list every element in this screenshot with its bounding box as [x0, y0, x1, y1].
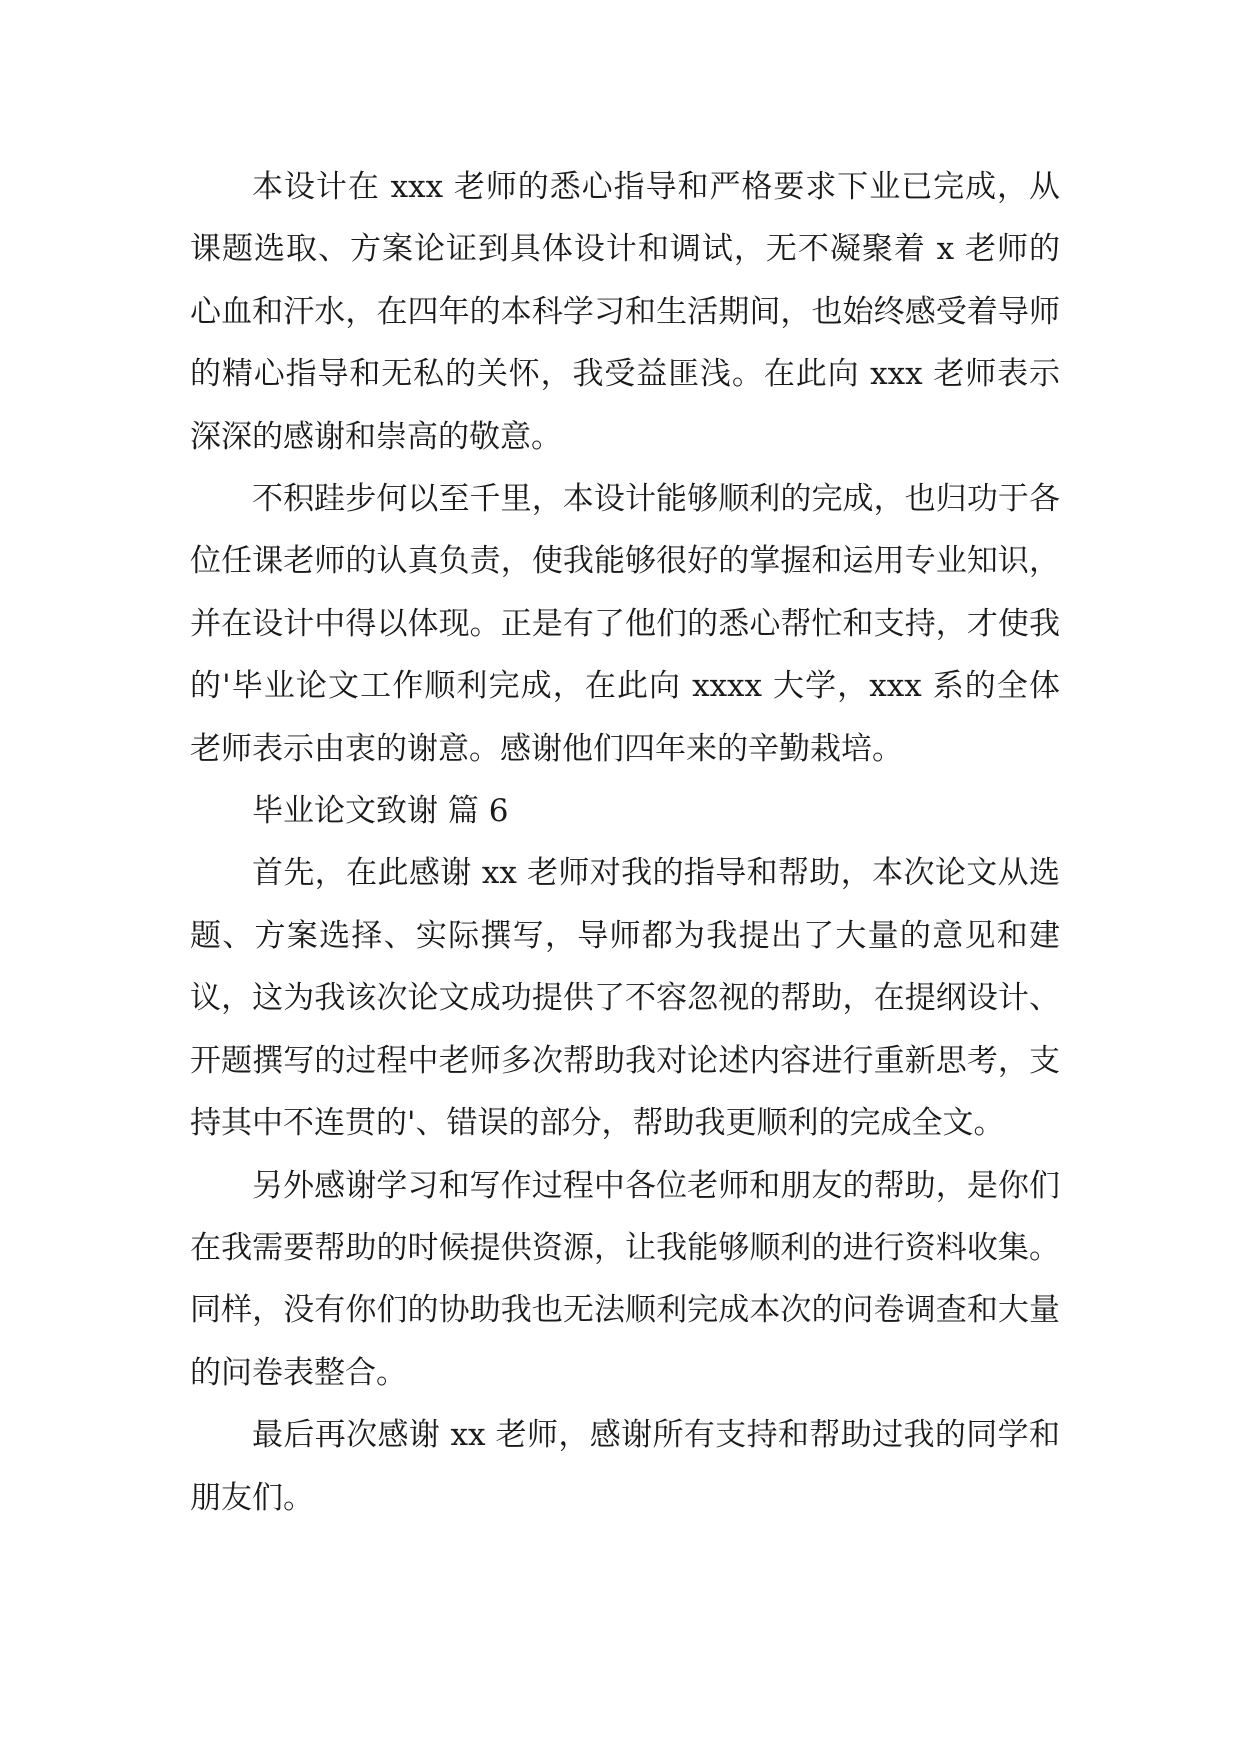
paragraph-thanks-advisor: 本设计在 xxx 老师的悉心指导和严格要求下业已完成，从课题选取、方案论证到具体设计和调试，无不凝聚着 x 老师的心血和汗水，在四年的本科学习和生活期间，也始终感受着导师的精心指导和无私的关怀，我受益匪浅。在此向 xxx 老师表示深深的感谢和崇高的敬意。 — [190, 169, 1060, 455]
paragraph-final-thanks: 最后再次感谢 xx 老师，感谢所有支持和帮助过我的同学和朋友们。 — [190, 1417, 1060, 1516]
paragraph-thanks-friends: 另外感谢学习和写作过程中各位老师和朋友的帮助，是你们在我需要帮助的时候提供资源，让我能够顺利的进行资料收集。同样，没有你们的协助我也无法顺利完成本次的问卷调查和大量的问卷表整合。 — [190, 1167, 1060, 1391]
document-body — [190, 156, 1060, 1529]
paragraph-thanks-teachers: 不积跬步何以至千里，本设计能够顺利的完成，也归功于各位任课老师的认真负责，使我能够很好的掌握和运用专业知识，并在设计中得以体现。正是有了他们的悉心帮忙和支持，才使我的'毕业论文工作顺利完成，在此向 xxxx 大学，xxx 系的全体老师表示由衷的谢意。感谢他们四年来的辛勤栽培。 — [190, 481, 1060, 767]
paragraph-thanks-guidance: 首先，在此感谢 xx 老师对我的指导和帮助，本次论文从选题、方案选择、实际撰写，导师都为我提出了大量的意见和建议，这为我该次论文成功提供了不容忽视的帮助，在提纲设计、开题撰写的过程中老师多次帮助我对论述内容进行重新思考，支持其中不连贯的'、错误的部分，帮助我更顺利的完成全文。 — [190, 855, 1060, 1142]
section-heading: 毕业论文致谢 篇 6 — [252, 793, 509, 830]
